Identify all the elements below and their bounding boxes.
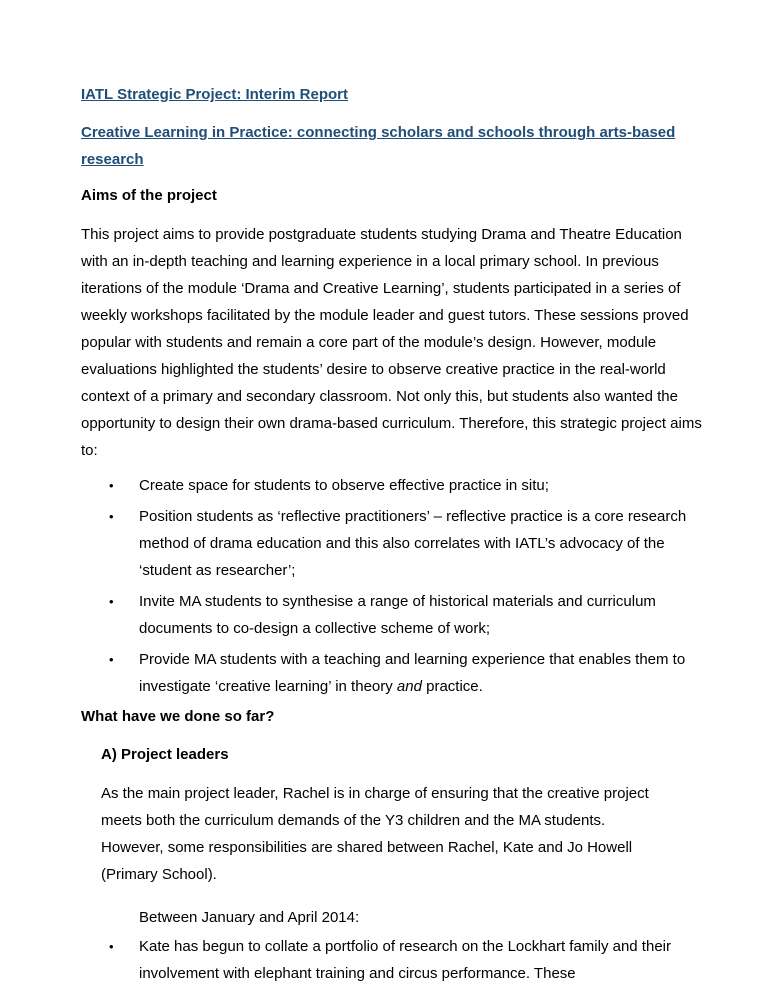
task-text: Kate has begun to collate a portfolio of research on the Lockhart family and their involvement with elephant training and circus performance. These: [139, 938, 671, 982]
aims-list: [81, 472, 721, 700]
bullet-icon: •: [109, 652, 114, 667]
tasks-list: [81, 933, 721, 987]
aim-text: Position students as ‘reflective practitioners’ – reflective practice is a core research method of drama education and this also correlates with IATL’s advocacy of the ‘student as researcher’;: [139, 508, 687, 579]
list-item: [81, 588, 721, 642]
aim-text: Invite MA students to synthesise a range of historical materials and curriculum documents to co-design a collective scheme of work;: [139, 593, 656, 637]
bullet-icon: •: [109, 478, 114, 493]
aim-text-emphasis: and: [396, 678, 422, 695]
progress-heading: What have we done so far?: [81, 708, 275, 725]
list-item: [81, 646, 721, 700]
project-subtitle: Creative Learning in Practice: connecting scholars and schools through arts-based research: [81, 124, 676, 168]
aim-text-after: practice.: [421, 678, 483, 695]
aims-heading: Aims of the project: [81, 187, 217, 204]
aims-paragraph: This project aims to provide postgraduate students studying Drama and Theatre Education with an in-depth teaching and learning experience in a local primary school. In previous iterations of the module ‘Drama and Creative Learning’, students participated in a series of weekly workshops facilitated by the module leader and guest tutors. These sessions proved popular with students and remain a core part of the module’s design. However, module evaluations highlighted the students’ desire to observe creative practice in the real-world context of a primary and secondary classroom. Not only this, but students also wanted the opportunity to design their own drama-based curriculum. Therefore, this strategic project aims to:: [81, 226, 702, 459]
bullet-icon: •: [109, 509, 114, 524]
report-title: IATL Strategic Project: Interim Report: [81, 86, 348, 103]
bullet-icon: •: [109, 594, 114, 609]
section-a-heading: A) Project leaders: [101, 746, 229, 763]
list-item: [81, 472, 721, 499]
list-item: [81, 933, 721, 987]
aim-text-before: Provide MA students with a teaching and learning experience that enables them to investigate ‘creative learning’ in theory: [139, 651, 686, 695]
aim-text: Create space for students to observe effective practice in situ;: [139, 477, 549, 494]
date-line: Between January and April 2014:: [139, 909, 360, 926]
section-a-paragraph: As the main project leader, Rachel is in charge of ensuring that the creative project meets both the curriculum demands of the Y3 children and the MA students. However, some responsibilities are shared between Rachel, Kate and Jo Howell (Primary School).: [101, 785, 649, 883]
bullet-icon: •: [109, 939, 114, 954]
list-item: [81, 503, 721, 584]
